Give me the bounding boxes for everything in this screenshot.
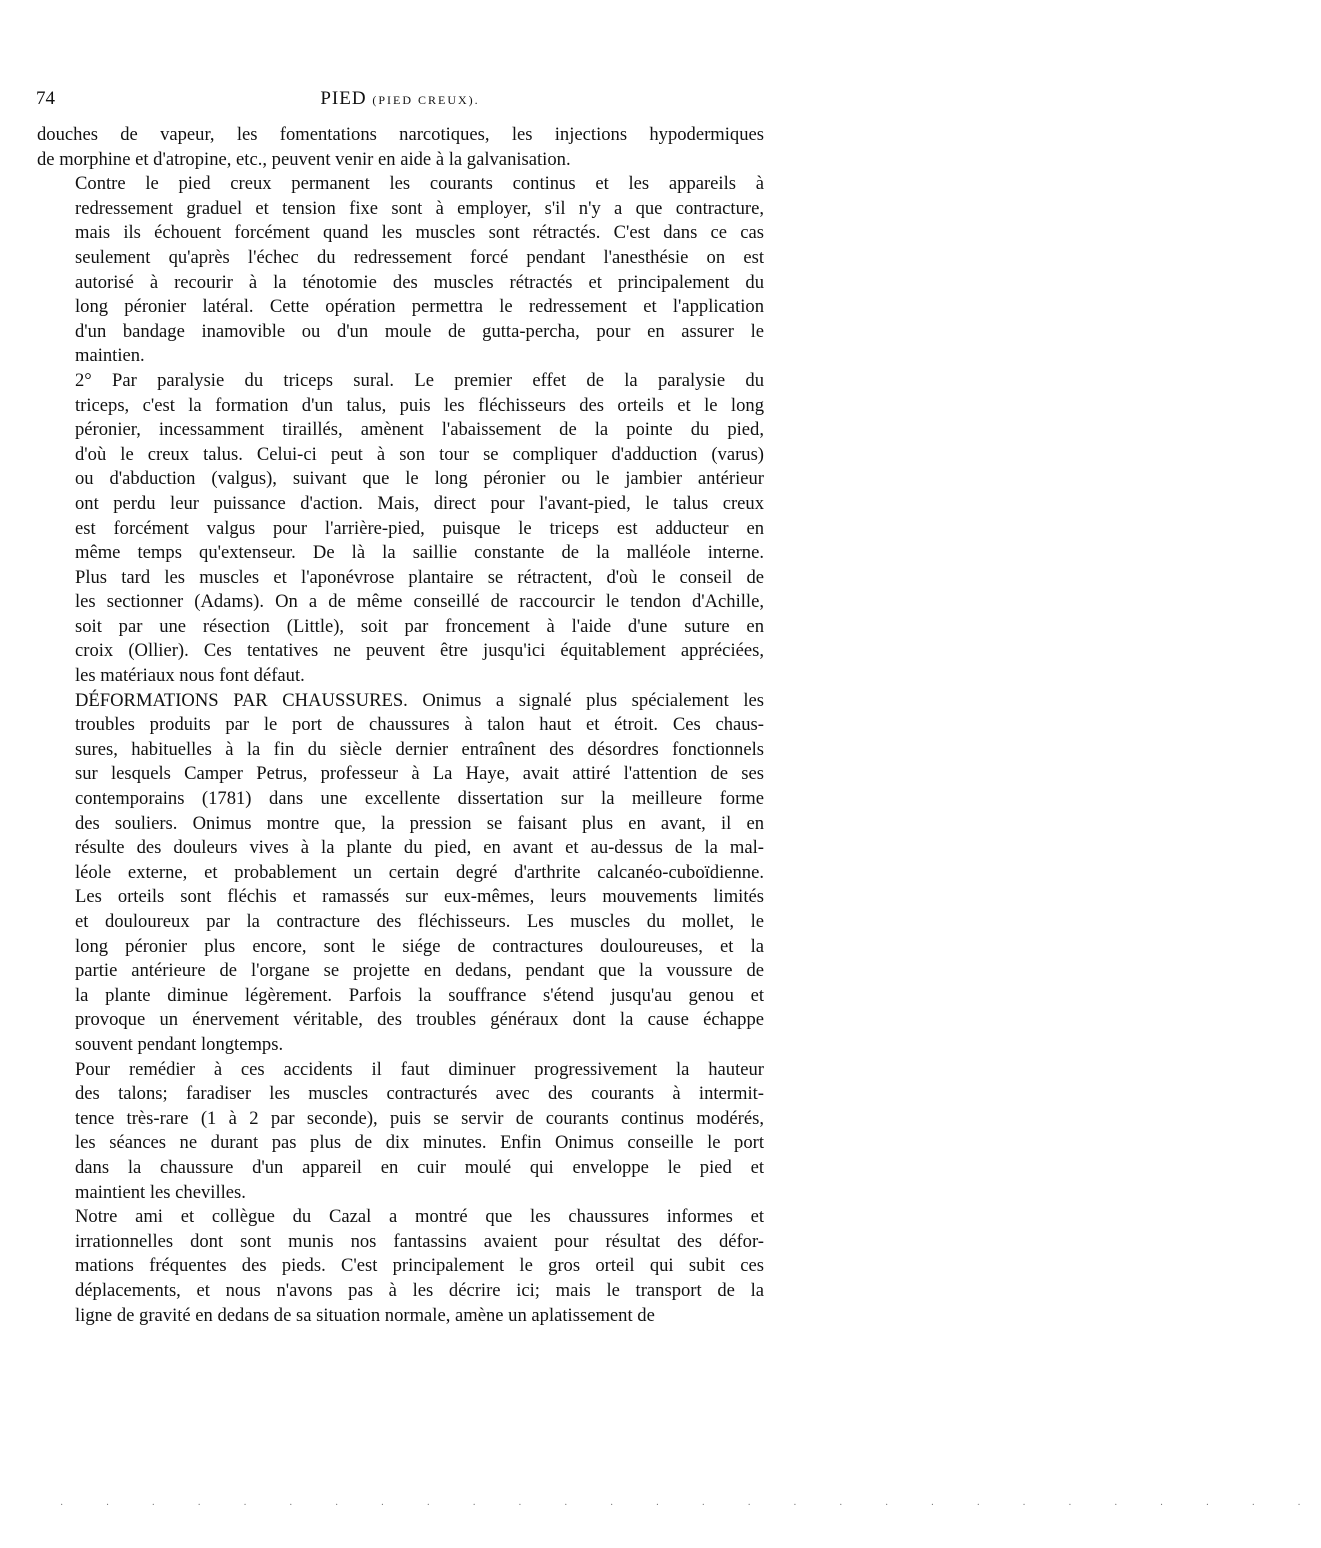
text-line: douches de vapeur, les fomentations narcotiques, les injections hypodermiques: [37, 124, 764, 145]
text-line: de morphine et d'atropine, etc., peuvent venir en aide à la galvanisation.: [37, 148, 571, 170]
paragraph: [37, 689, 764, 1058]
text-line: péronier, incessamment tiraillés, amènent l'abaissement de la pointe du pied,: [75, 419, 764, 441]
text-line: autorisé à recourir à la ténotomie des muscles rétractés et principalement du: [75, 271, 764, 293]
text-line: déplacements, et nous n'avons pas à les décrire ici; mais le transport de la: [75, 1279, 764, 1301]
text-line: soit par une résection (Little), soit par froncement à l'aide d'une suture en: [75, 615, 764, 637]
paragraph: [37, 123, 764, 172]
running-title-main: PIED: [320, 88, 367, 109]
text-line: souvent pendant longtemps.: [75, 1033, 284, 1055]
text-line: DÉFORMATIONS PAR CHAUSSURES. Onimus a signalé plus spécialement les: [75, 689, 764, 711]
text-line: d'où le creux talus. Celui-ci peut à son tour se compliquer d'adduction (varus): [75, 443, 764, 465]
paragraph: [37, 1058, 764, 1206]
text-line: Les orteils sont fléchis et ramassés sur eux-mêmes, leurs mouvements limités: [75, 886, 764, 908]
text-line: ont perdu leur puissance d'action. Mais, direct pour l'avant-pied, le talus creux: [75, 492, 764, 514]
text-line: redressement graduel et tension fixe sont à employer, s'il n'y a que contracture,: [75, 197, 764, 219]
text-line: léole externe, et probablement un certain degré d'arthrite calcanéo-cuboïdienne.: [75, 861, 764, 883]
text-line: troubles produits par le port de chaussures à talon haut et étroit. Ces chaus-: [75, 714, 764, 736]
text-line: long péronier plus encore, sont le siége de contractures douloureuses, et la: [75, 935, 764, 957]
text-line: mais ils échouent forcément quand les muscles sont rétractés. C'est dans ce cas: [75, 222, 764, 244]
text-line: provoque un énervement véritable, des troubles généraux dont la cause échappe: [75, 1009, 764, 1031]
text-line: Plus tard les muscles et l'aponévrose plantaire se rétractent, d'où le conseil de: [75, 566, 764, 588]
text-line: les séances ne durant pas plus de dix minutes. Enfin Onimus conseille le port: [75, 1132, 764, 1154]
text-line: long péronier latéral. Cette opération permettra le redressement et l'application: [75, 296, 764, 318]
text-line: résulte des douleurs vives à la plante du pied, en avant et au-dessus de la mal-: [75, 837, 764, 859]
text-line: des souliers. Onimus montre que, la pression se faisant plus en avant, il en: [75, 812, 764, 834]
text-line: Notre ami et collègue du Cazal a montré que les chaussures informes et: [75, 1206, 764, 1228]
text-line: Contre le pied creux permanent les courants continus et les appareils à: [75, 173, 764, 195]
text-line: mations fréquentes des pieds. C'est principalement le gros orteil qui subit ces: [75, 1255, 764, 1277]
text-line: des talons; faradiser les muscles contracturés avec des courants à intermit-: [75, 1083, 764, 1105]
text-line: sur lesquels Camper Petrus, professeur à La Haye, avait attiré l'attention de ses: [75, 763, 764, 785]
text-line: contemporains (1781) dans une excellente dissertation sur la meilleure forme: [75, 788, 764, 810]
text-line: ou d'abduction (valgus), suivant que le long péronier ou le jambier antérieur: [75, 468, 764, 490]
paragraph: [37, 369, 764, 689]
text-line: sures, habituelles à la fin du siècle dernier entraînent des désordres fonctionnels: [75, 738, 764, 760]
running-title: [36, 88, 764, 110]
page-number: 74: [36, 88, 55, 109]
paragraph: [37, 1205, 764, 1328]
text-line: partie antérieure de l'organe se projette en dedans, pendant que la voussure de: [75, 960, 764, 982]
text-line: maintien.: [75, 345, 145, 367]
text-line: maintient les chevilles.: [75, 1181, 246, 1203]
text-line: les matériaux nous font défaut.: [75, 665, 305, 687]
text-line: dans la chaussure d'un appareil en cuir moulé qui enveloppe le pied et: [75, 1156, 764, 1178]
text-line: est forcément valgus pour l'arrière-pied, puisque le triceps est adducteur en: [75, 517, 764, 539]
text-line: même temps qu'extenseur. De là la saillie constante de la malléole interne.: [75, 542, 764, 564]
running-header: [36, 88, 764, 116]
text-line: et douloureux par la contracture des fléchisseurs. Les muscles du mollet, le: [75, 911, 764, 932]
text-line: tence très-rare (1 à 2 par seconde), puis se servir de courants continus modérés,: [75, 1107, 764, 1129]
text-line: triceps, c'est la formation d'un talus, puis les fléchisseurs des orteils et le long: [75, 394, 764, 416]
text-line: 2° Par paralysie du triceps sural. Le premier effet de la paralysie du: [75, 369, 764, 391]
text-line: ligne de gravité en dedans de sa situation normale, amène un aplatissement de: [75, 1304, 655, 1326]
text-line: les sectionner (Adams). On a de même conseillé de raccourcir le tendon d'Achille,: [75, 591, 764, 613]
page-edge-specks: · · · · · · · · · · · · · · · · · · · · · · · · · · · ·: [60, 1500, 1321, 1511]
text-line: la plante diminue légèrement. Parfois la souffrance s'étend jusqu'au genou et: [75, 984, 764, 1006]
text-line: croix (Ollier). Ces tentatives ne peuvent être jusqu'ici équitablement appréciées,: [75, 640, 764, 662]
text-line: irrationnelles dont sont munis nos fantassins avaient pour résultat des défor-: [75, 1230, 764, 1252]
text-line: d'un bandage inamovible ou d'un moule de gutta-percha, pour en assurer le: [75, 320, 764, 342]
paragraph: [37, 172, 764, 369]
text-line: seulement qu'après l'échec du redressement forcé pendant l'anesthésie on est: [75, 246, 764, 268]
body-text: [37, 123, 764, 1328]
text-line: Pour remédier à ces accidents il faut diminuer progressivement la hauteur: [75, 1058, 764, 1080]
running-title-sub: (PIED CREUX).: [372, 93, 480, 107]
